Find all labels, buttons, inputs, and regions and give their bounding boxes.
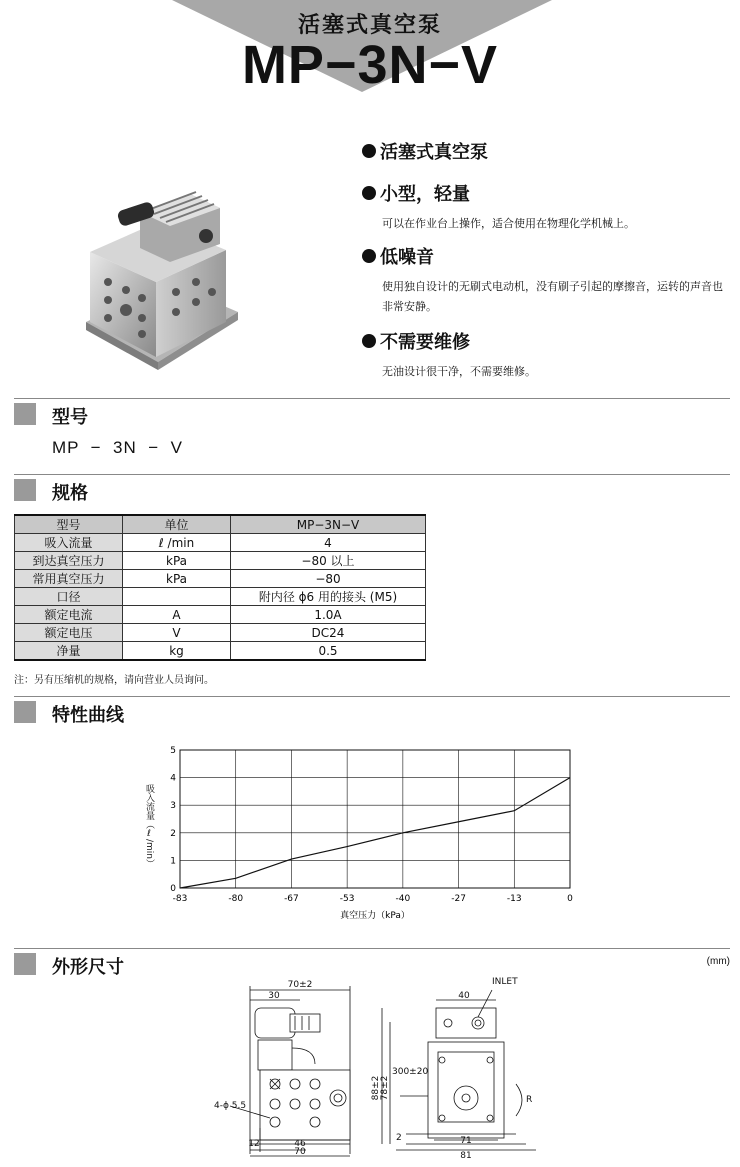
- dim-height-outer: 88±2: [371, 1075, 381, 1101]
- model-code: MP − 3N − V: [52, 438, 183, 457]
- dim-base: 2: [396, 1133, 402, 1143]
- feature-heading: 不需要维修: [380, 332, 470, 353]
- x-tick-label: -80: [228, 894, 244, 904]
- y-tick-label: 0: [170, 884, 176, 894]
- dim-inner: 71: [460, 1136, 472, 1146]
- chart-y-ticks: [170, 746, 176, 894]
- feature-heading: 低噪音: [380, 247, 434, 268]
- feature-heading: 活塞式真空泵: [380, 142, 488, 163]
- table-row: [15, 624, 426, 642]
- spec-table: [14, 514, 426, 661]
- dim-cable: 300±20: [392, 1067, 429, 1077]
- product-subtitle: 活塞式真空泵: [297, 13, 442, 38]
- section-curve-header: [14, 696, 730, 727]
- header-cell: MP−3N−V: [231, 515, 426, 534]
- feature-desc: 可以在作业台上操作，适合使用在物理化学机械上。: [382, 217, 635, 230]
- dim-top: 40: [458, 991, 470, 1001]
- x-tick-label: -53: [339, 894, 355, 904]
- table-row: [15, 570, 426, 588]
- spec-value: −80: [231, 570, 426, 588]
- y-axis-label: 吸入流量（ℓ/min）: [144, 784, 154, 869]
- feature-heading: 小型，轻量: [380, 184, 470, 205]
- y-tick-label: 1: [170, 856, 176, 867]
- dim-top: 30: [268, 991, 280, 1001]
- section-marker: [14, 701, 36, 723]
- feature-2: [362, 180, 732, 234]
- x-axis-label: 真空压力（kPa）: [340, 911, 410, 921]
- rotation-label: R: [526, 1095, 533, 1105]
- x-tick-label: -13: [506, 894, 522, 904]
- table-row: [15, 606, 426, 624]
- spec-value: −80 以上: [231, 552, 426, 570]
- y-tick-label: 3: [170, 801, 176, 812]
- side-view-drawing: [200, 978, 360, 1162]
- dimension-unit: (mm): [706, 956, 730, 967]
- x-tick-label: -83: [172, 894, 188, 904]
- title-banner: [0, 0, 740, 100]
- y-tick-label: 4: [170, 773, 176, 784]
- x-tick-label: -27: [451, 894, 466, 904]
- section-title: 外形尺寸: [52, 957, 124, 978]
- feature-3: [362, 243, 732, 317]
- spec-key: 吸入流量: [15, 534, 123, 552]
- feature-desc: 使用独自设计的无刷式电动机，没有刷子引起的摩擦音，运转的声音也非常安静。: [382, 280, 723, 313]
- performance-chart: [110, 740, 590, 930]
- spec-key: 额定电压: [15, 624, 123, 642]
- spec-key: 净量: [15, 642, 123, 661]
- dim-mid: 46: [294, 1139, 306, 1149]
- table-header-row: [15, 515, 426, 534]
- spec-unit: kPa: [123, 552, 231, 570]
- spec-value: DC24: [231, 624, 426, 642]
- spec-note: 注：另有压缩机的规格，请向营业人员询问。: [14, 675, 214, 686]
- x-tick-label: -67: [284, 894, 299, 904]
- bullet-icon: [362, 144, 376, 158]
- spec-unit: ℓ /min: [123, 534, 231, 552]
- section-marker: [14, 403, 36, 425]
- table-row: [15, 552, 426, 570]
- spec-unit: [123, 588, 231, 606]
- chart-grid: [180, 750, 570, 888]
- dim-hole: 4-ϕ 5.5: [214, 1101, 247, 1111]
- section-title: 规格: [52, 483, 88, 504]
- feature-desc: 无油设计很干净，不需要维修。: [382, 365, 536, 378]
- spec-key: 到达真空压力: [15, 552, 123, 570]
- header-cell: 单位: [123, 515, 231, 534]
- feature-1: [362, 138, 488, 164]
- bullet-icon: [362, 186, 376, 200]
- spec-value: 0.5: [231, 642, 426, 661]
- spec-value: 4: [231, 534, 426, 552]
- y-tick-label: 5: [170, 746, 176, 756]
- spec-unit: kg: [123, 642, 231, 661]
- spec-unit: V: [123, 624, 231, 642]
- section-title: 型号: [52, 407, 88, 428]
- spec-key: 常用真空压力: [15, 570, 123, 588]
- chart-x-ticks: [173, 894, 573, 904]
- section-model-header: [14, 398, 730, 429]
- table-row: [15, 534, 426, 552]
- table-row: [15, 588, 426, 606]
- dim-bottom: 81: [460, 1151, 472, 1161]
- x-tick-label: 0: [567, 894, 573, 904]
- spec-key: 额定电流: [15, 606, 123, 624]
- chart-frame: [180, 750, 570, 888]
- dim-overall-width: 70±2: [287, 980, 313, 990]
- section-title: 特性曲线: [52, 705, 124, 726]
- section-marker: [14, 479, 36, 501]
- inlet-label: INLET: [492, 977, 518, 987]
- spec-unit: A: [123, 606, 231, 624]
- product-title: MP−3N−V: [241, 35, 499, 95]
- dim-bottom: 70: [294, 1147, 306, 1157]
- spec-key: 口径: [15, 588, 123, 606]
- front-view-drawing: [366, 972, 546, 1162]
- header-cell: 型号: [15, 515, 123, 534]
- x-tick-label: -40: [395, 894, 411, 904]
- bullet-icon: [362, 249, 376, 263]
- y-tick-label: 2: [170, 828, 176, 839]
- pump-photo: [78, 172, 250, 382]
- spec-value: 1.0A: [231, 606, 426, 624]
- spec-unit: kPa: [123, 570, 231, 588]
- bullet-icon: [362, 334, 376, 348]
- dim-height-inner: 78±2: [380, 1075, 390, 1101]
- table-row: [15, 642, 426, 661]
- feature-4: [362, 328, 732, 382]
- spec-value: 附内径 ϕ6 用的接头 (M5): [231, 588, 426, 606]
- section-spec-header: [14, 474, 730, 505]
- section-marker: [14, 953, 36, 975]
- dim-left: 12: [248, 1139, 260, 1149]
